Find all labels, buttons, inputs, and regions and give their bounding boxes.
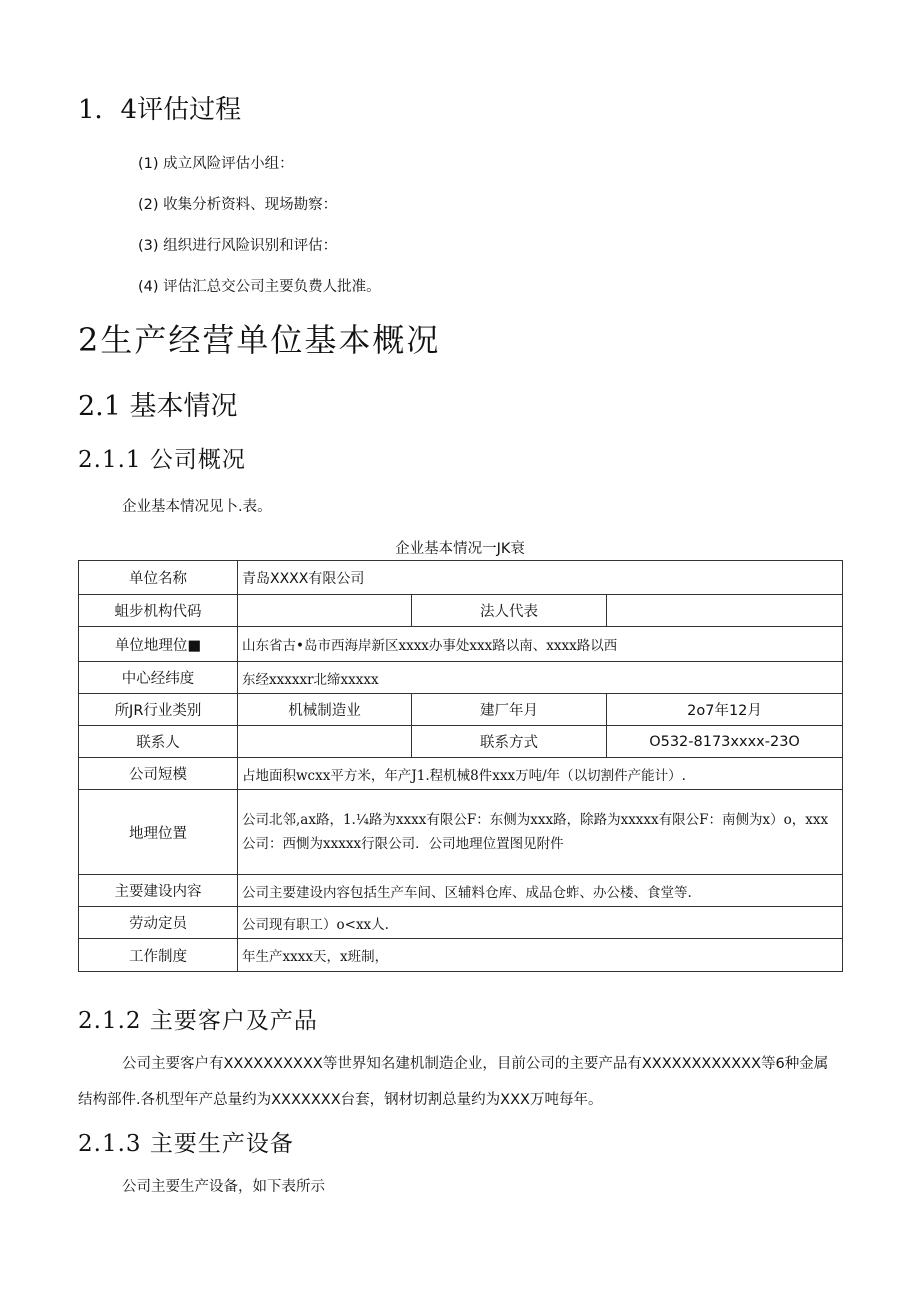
section-2-heading: 2生产经营单位基本概况 (78, 321, 441, 359)
industry-label: 所JR行业类别 (79, 694, 238, 726)
section-2-1-heading: 2.1 基本情况 (78, 391, 238, 422)
list-item: (3) 组织进行风险识别和评估： (138, 238, 338, 254)
address-label: 单位地理位■ (79, 627, 238, 662)
legal-rep-label: 法人代表 (412, 595, 607, 627)
list-item: (4) 评估汇总交公司主要负费人批准。 (138, 279, 381, 295)
unit-name-value: 青岛XXXX有限公司 (238, 561, 843, 595)
table-row (79, 726, 843, 758)
org-code-label: 蛆步机构代码 (79, 595, 238, 627)
assessment-steps-list (138, 152, 381, 316)
table-row (79, 907, 843, 939)
table-row (79, 939, 843, 972)
construction-label: 主要建设内容 (79, 875, 238, 907)
org-code-value (238, 595, 412, 627)
scale-label: 公司短模 (79, 758, 238, 790)
table-caption: 企业基本情况一JK衰 (395, 541, 525, 557)
phone-value: O532-8173xxxx-23O (607, 726, 843, 758)
contact-value (238, 726, 412, 758)
section-2-1-2-heading: 2.1.2 主要客户及产品 (78, 1008, 318, 1034)
construction-value: 公司主要建设内容包括生产车间、区辅料仓库、成品仓蚱、办公楼、食堂等. (238, 875, 843, 907)
staff-label: 劳动定员 (79, 907, 238, 939)
location-value: 公司北邻,ax路，1.¼路为xxxx有限公F：东侧为xxx路，除路为xxxxx有限公F：南侧为x）o，xxx公司：西惻为xxxxx行限公司．公司地理位置图见附件 (238, 790, 843, 875)
intro-paragraph: 企业基本情况见卜.表。 (122, 499, 272, 515)
table-row (79, 758, 843, 790)
schedule-value: 年生产xxxx天，x班制， (238, 939, 843, 972)
phone-label: 联系方式 (412, 726, 607, 758)
list-item: (2) 收集分析资料、现场勘察： (138, 197, 338, 213)
founded-value: 2o7年12月 (607, 694, 843, 726)
scale-value: 占地面积wcxx平方米，年产J1.程机械8件xxx万吨/年（以切割件产能计）. (238, 758, 843, 790)
legal-rep-value (607, 595, 843, 627)
table-row (79, 694, 843, 726)
table-row (79, 627, 843, 662)
table-row (79, 561, 843, 595)
schedule-label: 工作制度 (79, 939, 238, 972)
founded-label: 建厂年月 (412, 694, 607, 726)
staff-value: 公司现有职工）o<xx人. (238, 907, 843, 939)
address-value: 山东省古•岛市西海岸新区xxxx办事处xxx路以南、xxxx路以西 (238, 627, 843, 662)
contact-label: 联系人 (79, 726, 238, 758)
customers-paragraph: 公司主要客户有XXXXXXXXXX等世界知名建机制造企业，目前公司的主要产品有XXXXXXXXXXXX等6种金属结构部件.各机型年产总量约为XXXXXXX台套，钢材切割总量约为XXX万吨每年。 (78, 1056, 829, 1108)
table-row (79, 595, 843, 627)
unit-name-label: 单位名称 (79, 561, 238, 595)
list-item: (1) 成立风险评估小组： (138, 156, 294, 172)
section-2-1-3-heading: 2.1.3 主要生产设备 (78, 1131, 294, 1157)
coords-value: 东经xxxxxr北缔xxxxx (238, 662, 843, 694)
section-2-1-1-heading: 2.1.1 公司概况 (78, 447, 246, 473)
table-row (79, 790, 843, 875)
table-row (79, 875, 843, 907)
industry-value: 机械制造业 (238, 694, 412, 726)
company-info-table (78, 560, 843, 972)
location-label: 地理位置 (79, 790, 238, 875)
equipment-paragraph: 公司主要生产设备，如下表所示 (122, 1179, 325, 1195)
section-1-4-heading: 1．4评估过程 (78, 95, 242, 125)
table-row (79, 662, 843, 694)
coords-label: 中心经纬度 (79, 662, 238, 694)
